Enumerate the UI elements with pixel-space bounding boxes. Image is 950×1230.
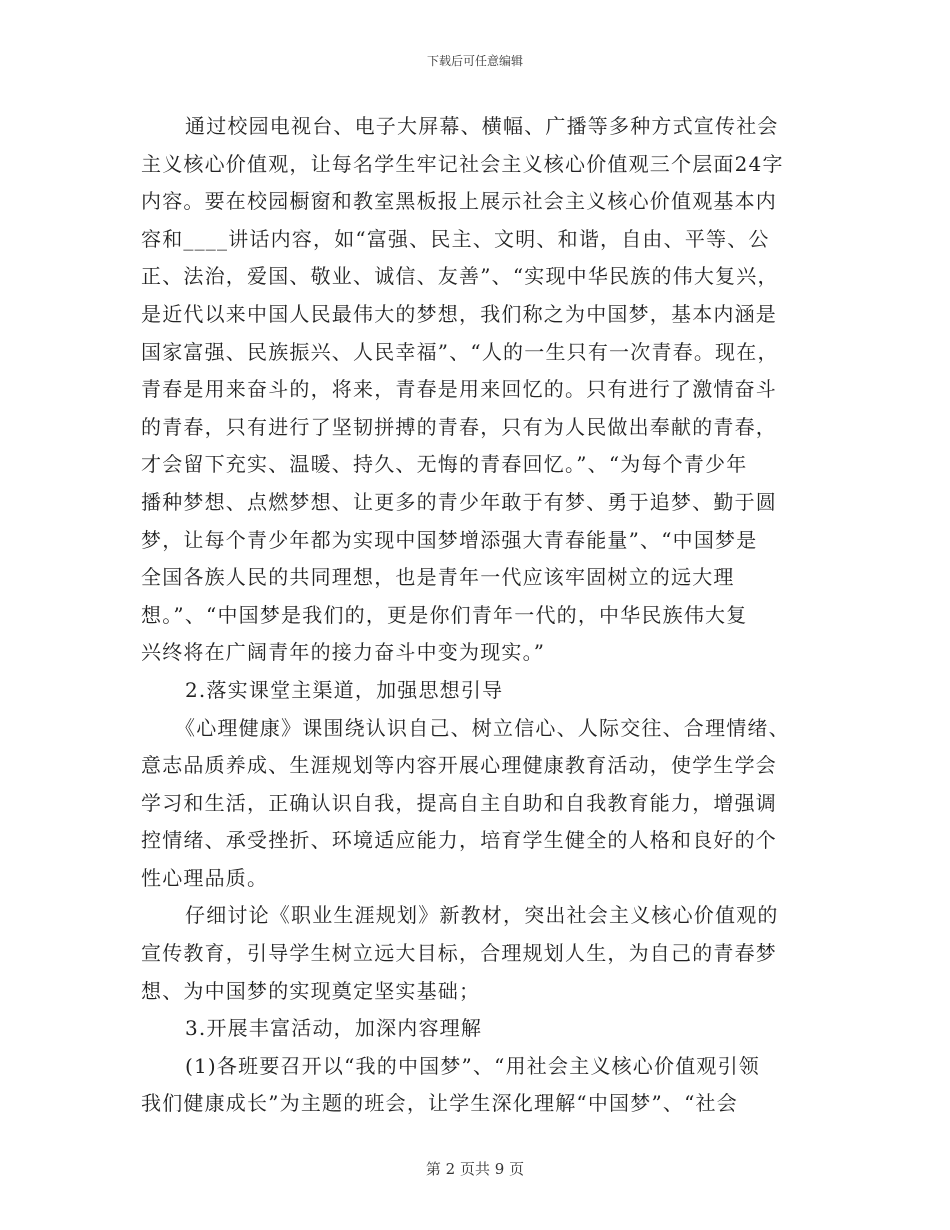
text-line: 学习和生活，正确认识自我，提高自主自助和自我教育能力，增强调 (141, 790, 777, 815)
text-line: 梦，让每个青少年都为实现中国梦增添强大青春能量”、“中国梦是 (141, 527, 758, 552)
text-line: 《心理健康》课围绕认识自己、树立信心、人际交往、合理情绪、 (175, 715, 790, 740)
text-line: 我们健康成长”为主题的班会，让学生深化理解“中国梦”、“社会 (141, 1091, 738, 1116)
text-line: 想、为中国梦的实现奠定坚实基础； (141, 978, 481, 1003)
text-line: 宣传教育，引导学生树立远大目标，合理规划人生，为自己的青春梦 (141, 941, 777, 966)
text-line: 内容。要在校园橱窗和教室黑板报上展示社会主义核心价值观基本内 (141, 189, 777, 214)
text-line: 2.落实课堂主渠道，加强思想引导 (185, 677, 504, 702)
text-line: 是近代以来中国人民最伟大的梦想，我们称之为中国梦，基本内涵是 (141, 301, 777, 326)
text-line: 主义核心价值观，让每名学生牢记社会主义核心价值观三个层面24字 (141, 151, 784, 176)
page-footer: 第 2 页共 9 页 (425, 1160, 525, 1178)
text-line: 全国各族人民的共同理想，也是青年一代应该牢固树立的远大理 (141, 565, 735, 590)
text-line: 播种梦想、点燃梦想、让更多的青少年敢于有梦、勇于追梦、勤于圆 (141, 489, 777, 514)
text-line: 才会留下充实、温暖、持久、无悔的青春回忆。”、“为每个青少年 (141, 452, 748, 477)
text-line: 控情绪、承受挫折、环境适应能力，培育学生健全的人格和良好的个 (141, 828, 777, 853)
text-line: (1)各班要召开以“我的中国梦”、“用社会主义核心价值观引领 (185, 1053, 761, 1078)
page-header: 下载后可任意编辑 (426, 54, 523, 68)
text-line: 青春是用来奋斗的，将来，青春是用来回忆的。只有进行了激情奋斗 (141, 377, 777, 402)
document-body (141, 108, 809, 1123)
text-line: 的青春，只有进行了坚韧拼搏的青春，只有为人民做出奉献的青春， (141, 414, 777, 439)
text-line: 兴终将在广阔青年的接力奋斗中变为现实。” (141, 640, 546, 665)
text-line: 想。”、“中国梦是我们的，更是你们青年一代的，中华民族伟大复 (141, 602, 748, 627)
text-line: 正、法治，爱国、敬业、诚信、友善”、“实现中华民族的伟大复兴， (141, 264, 779, 289)
text-line: 性心理品质。 (141, 865, 269, 890)
text-line: 通过校园电视台、电子大屏幕、横幅、广播等多种方式宣传社会 (185, 114, 779, 138)
text-line: 3.开展丰富活动，加深内容理解 (185, 1016, 483, 1041)
text-line: 国家富强、民族振兴、人民幸福”、“人的一生只有一次青春。现在， (141, 339, 779, 364)
text-line: 意志品质养成、生涯规划等内容开展心理健康教育活动，使学生学会 (141, 753, 777, 778)
text-line: 容和____讲话内容，如“富强、民主、文明、和谐，自由、平等、公 (141, 226, 770, 251)
text-line: 仔细讨论《职业生涯规划》新教材，突出社会主义核心价值观的 (185, 903, 779, 928)
